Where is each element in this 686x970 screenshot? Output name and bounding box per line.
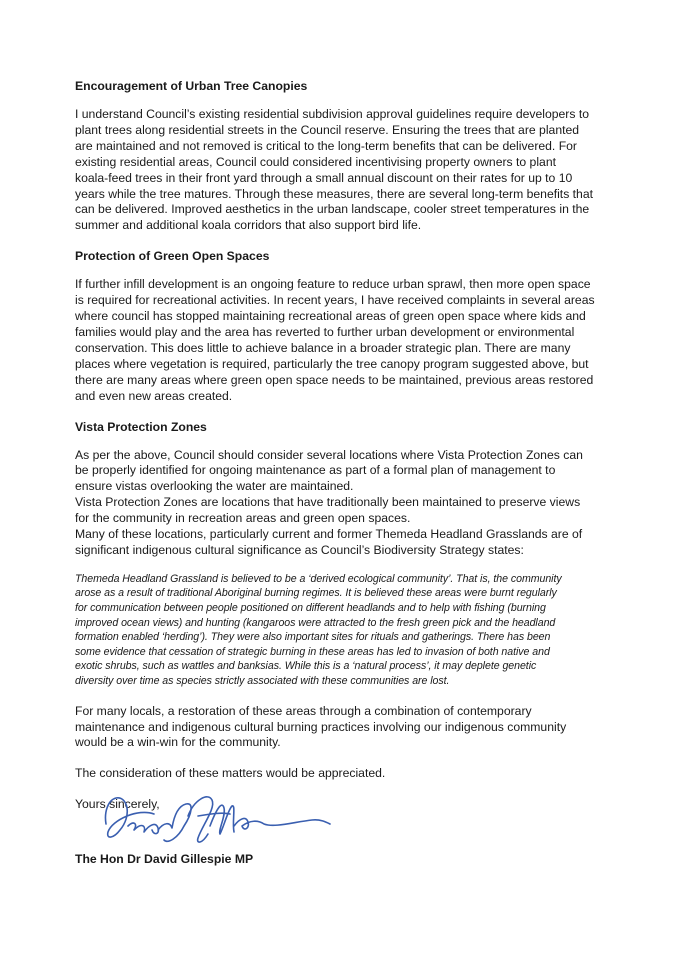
paragraph-green-open-spaces <box>75 277 607 404</box>
text-line: for the community in recreation areas and green open spaces. <box>75 511 411 526</box>
biodiversity-strategy-quote <box>75 572 607 689</box>
paragraph-restoration <box>75 704 607 752</box>
text-line: If further infill development is an ongoing feature to reduce urban sprawl, then more open space <box>75 277 591 292</box>
quote-line: arose as a result of traditional Aboriginal burning regimes. It is believed these areas were burnt regularly <box>75 587 557 600</box>
text-line: I understand Council’s existing residential subdivision approval guidelines require developers to <box>75 107 589 121</box>
text-line: is required for recreational activities. In recent years, I have received complaints in several areas <box>75 293 595 308</box>
text-line: existing residential areas, Council could considered incentivising property owners to plant <box>75 154 556 169</box>
sign-off: Yours sincerely, <box>75 797 160 812</box>
quote-line: diversity over time as species strictly associated with these communities are lost. <box>75 675 450 687</box>
text-line: and even new areas created. <box>75 388 233 403</box>
text-line: would be a win-win for the community. <box>75 735 281 750</box>
text-line: Many of these locations, particularly current and former Themeda Headland Grasslands are of <box>75 527 583 542</box>
text-line: can be delivered. Improved aesthetics in the urban landscape, cooler street temperatures in the <box>75 202 590 217</box>
text-line: are maintained and not removed is critical to the long-term benefits that can be delivered. For <box>75 138 577 153</box>
signature-stroke <box>188 797 213 842</box>
text-line: The consideration of these matters would be appreciated. <box>75 766 386 781</box>
text-line: where council has stopped maintaining recreational areas of green open space where kids and <box>75 309 586 324</box>
quote-line: Themeda Headland Grassland is believed to be a ‘derived ecological community’. That is, the community <box>75 572 562 585</box>
text-line: As per the above, Council should consider several locations where Vista Protection Zones can <box>75 447 583 462</box>
text-line: summer and additional koala corridors that also support bird life. <box>75 218 422 233</box>
handwritten-signature <box>98 786 348 848</box>
text-line: ensure vistas overlooking the water are maintained. <box>75 479 354 494</box>
text-line: koala-feed trees in their front yard through a small annual discount on their rates for up to 10 <box>75 170 573 185</box>
section-heading-vista-protection-zones: Vista Protection Zones <box>75 419 207 434</box>
quote-line: formation enabled ‘herding’). They were also important sites for rituals and gatherings. There has been <box>75 631 551 644</box>
text-line: years while the tree matures. Through these measures, there are several long-term benefits that <box>75 186 594 201</box>
text-line: conservation. This does little to achieve balance in a broader strategic plan. There are many <box>75 340 571 355</box>
paragraph-urban-tree-canopies <box>75 107 607 234</box>
text-line: For many locals, a restoration of these areas through a combination of contemporary <box>75 703 532 718</box>
text-line: there are many areas where green open space needs to be maintained, previous areas restored <box>75 372 594 387</box>
letter-body <box>75 79 607 812</box>
signature-stroke <box>234 819 330 829</box>
section-heading-urban-tree-canopies: Encouragement of Urban Tree Canopies <box>75 79 308 93</box>
paragraph-vista-protection-zones <box>75 448 607 559</box>
signature-stroke <box>128 823 158 834</box>
signature-stroke <box>158 804 191 841</box>
quote-line: some evidence that cessation of strategic burning in these areas has led to invasion of both native and <box>75 645 550 658</box>
text-line: Vista Protection Zones are locations that have traditionally been maintained to preserve views <box>75 495 581 510</box>
signature-stroke <box>105 798 154 837</box>
text-line: families would play and the area has reverted to further urban development or environmental <box>75 324 575 339</box>
text-line: be properly identified for ongoing maintenance as part of a formal plan of management to <box>75 463 556 478</box>
text-line: significant indigenous cultural significance as Council’s Biodiversity Strategy states: <box>75 542 524 557</box>
paragraph-consideration <box>75 766 607 782</box>
signer-name: The Hon Dr David Gillespie MP <box>75 852 254 866</box>
text-line: maintenance and indigenous cultural burning practices involving our indigenous community <box>75 719 567 734</box>
text-line: plant trees along residential streets in the Council reserve. Ensuring the trees that are planted <box>75 122 580 137</box>
quote-line: exotic shrubs, such as wattles and banksias. While this is a ‘natural process’, it may deplete genetic <box>75 660 537 673</box>
text-line: places where vegetation is required, particularly the tree canopy program suggested above, but <box>75 356 589 371</box>
section-heading-green-open-spaces: Protection of Green Open Spaces <box>75 249 270 264</box>
quote-line: improved ocean views) and hunting (kangaroos were attracted to the fresh green pick and the headland <box>75 616 556 629</box>
signature-stroke <box>210 805 234 834</box>
quote-line: for communication between people positioned on different headlands and to help with fishing (burning <box>75 602 546 615</box>
